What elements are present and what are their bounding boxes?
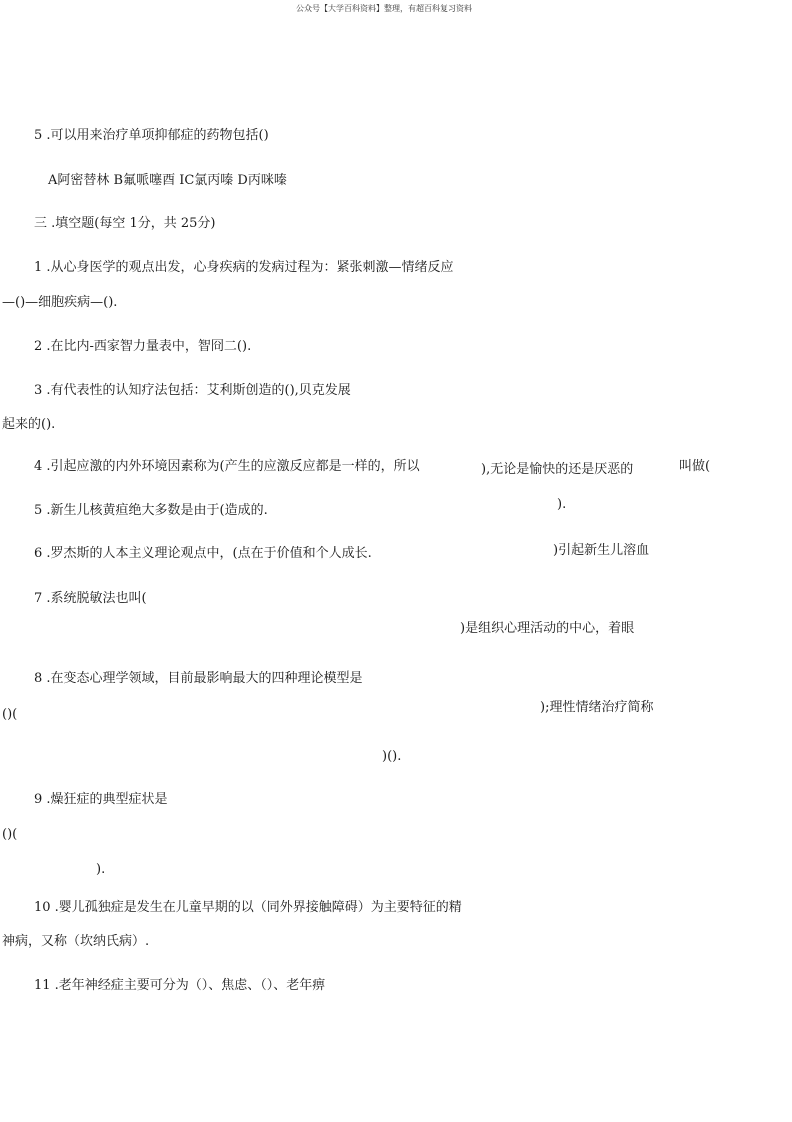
question-1-line-1: 1 .从心身医学的观点出发，心身疾病的发病过程为：紧张刺激—情绪反应 (34, 260, 454, 275)
question-5-options: A阿密替林 B氟哌噻酉 IC氯丙嗪 D丙咪嗪 (48, 173, 287, 188)
question-9-end: ). (96, 862, 106, 877)
question-4-fragment-a: ),无论是愉快的还是厌恶的 (481, 462, 634, 477)
question-5-choice: 5 .可以用来治疗单项抑郁症的药物包括() (34, 128, 269, 143)
question-8: 8 .在变态心理学领域，目前最影响最大的四种理论模型是 (34, 671, 363, 686)
question-5-fill-fragment: ). (557, 497, 567, 512)
question-10-line-2: 神病，又称（坎纳氏病）. (2, 934, 150, 949)
question-10-line-1: 10 .婴儿孤独症是发生在儿童早期的以（同外界接触障碍）为主要特征的精 (34, 900, 462, 915)
question-8-end: )(). (382, 749, 402, 764)
question-4-fragment-b: 叫做( (679, 459, 711, 474)
question-7-fragment: )是组织心理活动的中心，着眼 (460, 621, 635, 636)
page-header: 公众号【大学百科资料】整理，有超百科复习资料 (296, 4, 472, 13)
question-3-line-1: 3 .有代表性的认知疗法包括：艾利斯创造的(),贝克发展 (34, 383, 351, 398)
question-9: 9 .燥狂症的典型症状是 (34, 792, 168, 807)
section-fill-in-heading: 三 .填空题(每空 1分，共 25分) (34, 216, 216, 231)
question-6-fragment: )引起新生儿溶血 (553, 543, 650, 558)
question-3-line-2: 起来的(). (2, 417, 56, 432)
question-8-fragment: );理性情绪治疗简称 (540, 700, 654, 715)
question-7: 7 .系统脱敏法也叫( (34, 591, 147, 606)
question-1-line-2: —()—细胞疾病—(). (2, 295, 118, 310)
question-5-fill: 5 .新生儿核黄疸绝大多数是由于(造成的. (34, 503, 268, 518)
question-9-blanks: ()( (2, 827, 18, 842)
question-6: 6 .罗杰斯的人本主义理论观点中，(点在于价值和个人成长. (34, 546, 372, 561)
question-11: 11 .老年神经症主要可分为（）、焦虑、（）、老年痹 (34, 978, 326, 993)
question-2: 2 .在比内-西家智力量表中，智冏二(). (34, 339, 252, 354)
question-8-blanks: ()( (2, 707, 18, 722)
question-4-line-1: 4 .引起应激的内外环境因素称为(产生的应激反应都是一样的，所以 (34, 459, 420, 474)
